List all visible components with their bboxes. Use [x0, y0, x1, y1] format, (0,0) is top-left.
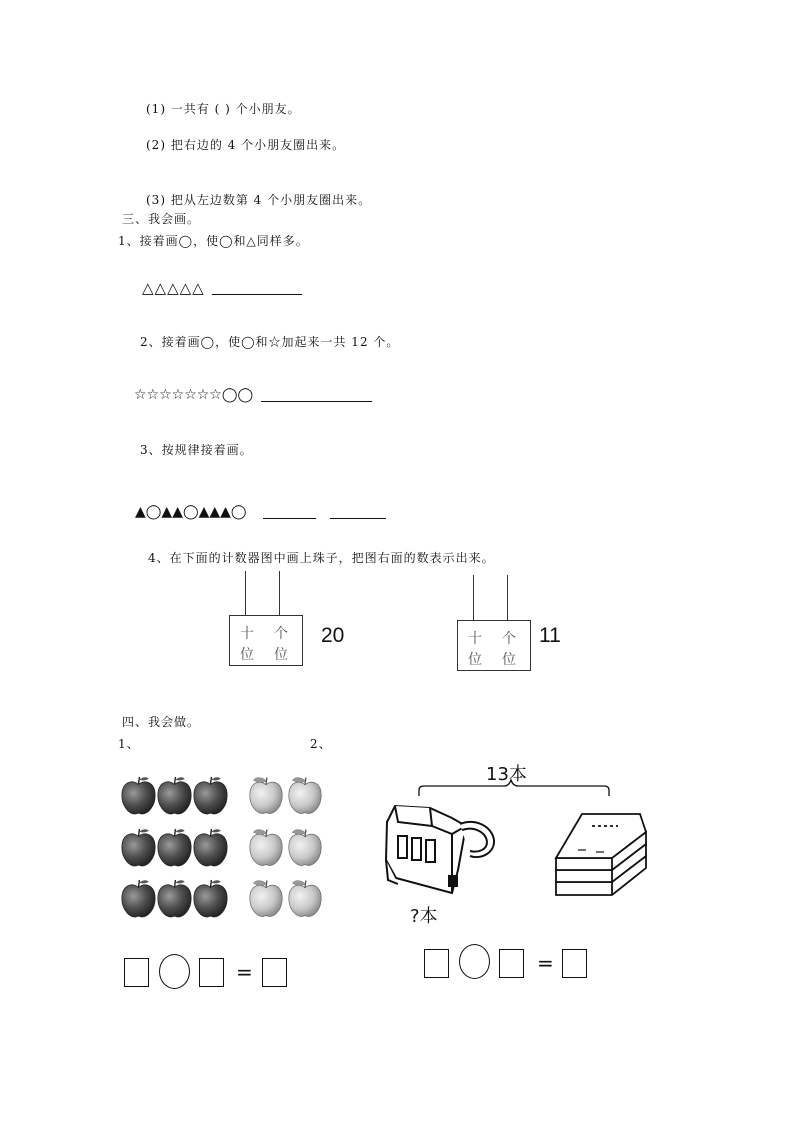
unknown-books-label: ?本	[410, 906, 438, 927]
answer-box[interactable]	[424, 949, 449, 978]
pattern-row: ▲◯▲▲◯▲▲▲◯	[135, 504, 247, 520]
tens-rod[interactable]	[473, 575, 474, 620]
section-3-heading: 三、我会画。	[122, 212, 201, 226]
tens-label: 十	[468, 631, 482, 647]
operator-circle[interactable]	[159, 954, 190, 989]
triangle-row: △△△△△	[142, 279, 205, 297]
problem-1-label: 1、	[118, 737, 140, 751]
total-books-label: 13本	[486, 764, 527, 785]
ones-label: 个	[274, 626, 288, 642]
answer-line-1[interactable]	[212, 294, 302, 295]
section-4-heading: 四、我会做。	[122, 715, 201, 729]
answer-box[interactable]	[124, 958, 149, 987]
question-2-text: (2) 把右边的 4 个小朋友圈出来。	[146, 138, 346, 152]
tens-label-bottom: 位	[468, 652, 482, 668]
draw-item-3-text: 3、按规律接着画。	[140, 443, 253, 457]
answer-line-3a[interactable]	[263, 518, 316, 519]
problem-2-label: 2、	[310, 737, 332, 751]
answer-box[interactable]	[562, 949, 587, 978]
ones-rod[interactable]	[507, 575, 508, 620]
ones-label-bottom: 位	[502, 652, 516, 668]
answer-box[interactable]	[199, 958, 224, 987]
answer-box[interactable]	[499, 949, 524, 978]
answer-line-2[interactable]	[261, 401, 372, 402]
counter-number: 11	[539, 624, 561, 647]
tens-label-bottom: 位	[240, 647, 254, 663]
star-circle-row: ☆☆☆☆☆☆☆◯◯	[134, 387, 254, 403]
answer-line-3b[interactable]	[330, 518, 386, 519]
question-3-text: (3) 把从左边数第 4 个小朋友圈出来。	[146, 193, 372, 207]
draw-item-2-text: 2、接着画◯，使◯和☆加起来一共 12 个。	[140, 335, 400, 349]
draw-item-4-text: 4、在下面的计数器图中画上珠子，把图右面的数表示出来。	[148, 551, 495, 565]
tens-label: 十	[240, 626, 254, 642]
ones-label: 个	[502, 631, 516, 647]
counter-box	[229, 615, 303, 666]
book-stack-icon	[556, 814, 646, 895]
question-1-text: (1) 一共有 ( ) 个小朋友。	[146, 102, 301, 116]
draw-item-1-text: 1、接着画◯，使◯和△同样多。	[118, 234, 309, 248]
equals-sign: =	[236, 960, 253, 984]
operator-circle[interactable]	[459, 944, 490, 979]
tens-rod[interactable]	[245, 571, 246, 616]
apple-light-icon	[250, 778, 321, 917]
equals-sign: =	[537, 951, 554, 975]
counter-number: 20	[321, 624, 345, 647]
apple-dark-icon	[122, 777, 227, 917]
answer-box[interactable]	[262, 958, 287, 987]
counter-box	[457, 620, 531, 671]
ones-label-bottom: 位	[274, 647, 288, 663]
schoolbag-icon	[386, 806, 494, 893]
ones-rod[interactable]	[279, 571, 280, 616]
